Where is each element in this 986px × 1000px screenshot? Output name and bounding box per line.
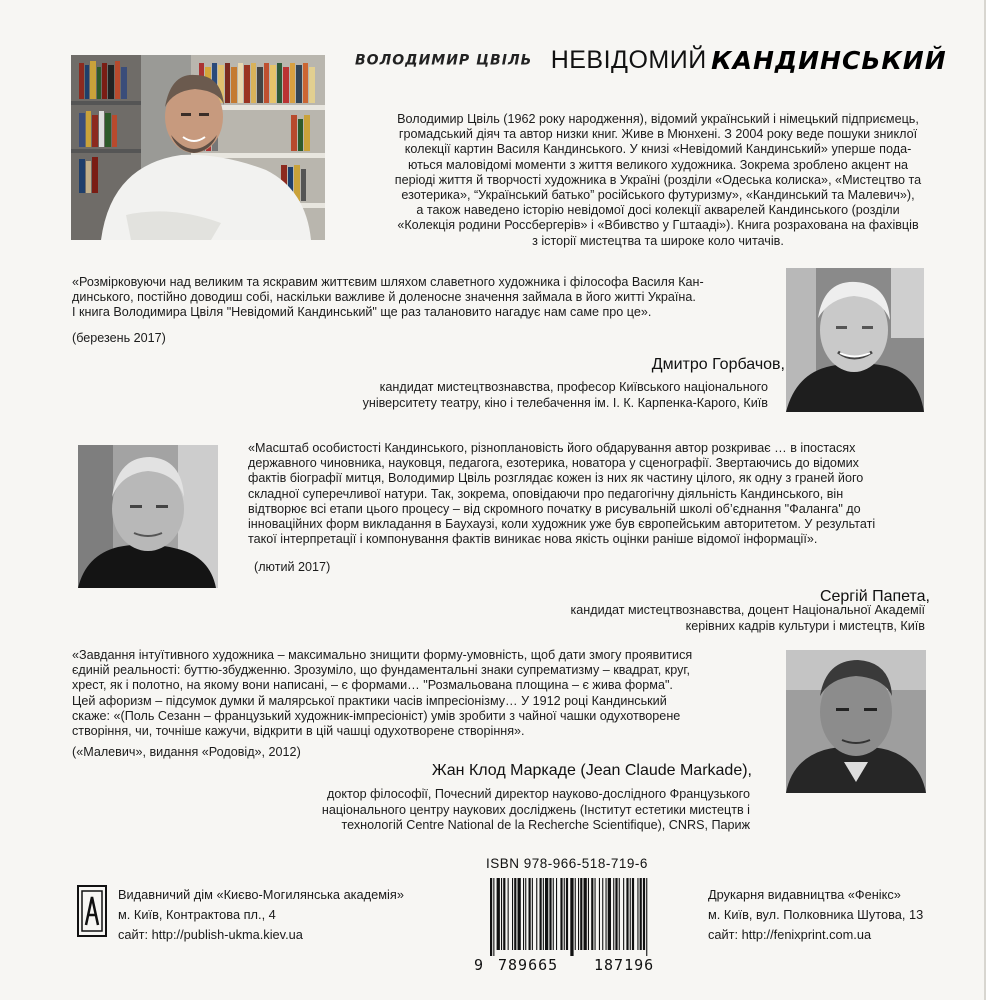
- publisher-site[interactable]: сайт: http://publish-ukma.kiev.ua: [118, 927, 303, 942]
- barcode-digit-first: 9: [474, 956, 484, 974]
- barcode-bar: [591, 878, 593, 950]
- barcode-bar: [497, 878, 500, 950]
- barcode-bar: [523, 878, 524, 950]
- barcode-bar: [613, 878, 614, 950]
- barcode-bar: [626, 878, 628, 950]
- barcode-bar: [640, 878, 642, 950]
- barcode-bar: [553, 878, 554, 950]
- barcode-bar: [525, 878, 526, 950]
- review1-author-name: Дмитро Горбачов,: [651, 356, 785, 373]
- barcode-bar: [508, 878, 509, 950]
- barcode-bar: [560, 878, 562, 950]
- review1-author-desc: [300, 380, 768, 411]
- review2-author-desc: [460, 603, 925, 634]
- publisher-name: Видавничий дім «Києво-Могилянська академія»: [118, 887, 404, 902]
- quote-line: Цей афоризм – підсумок думки й малярської практики часів імпресіонізму… У 1912 році Кандинський: [72, 693, 667, 708]
- barcode-bar: [578, 878, 579, 950]
- barcode-bar: [564, 878, 565, 950]
- publisher-info: [118, 885, 404, 945]
- bio-line: езотерика», “Український батько” російського футуризму», «Кандинський та Малевич»),: [401, 188, 915, 203]
- review2-quote: [248, 441, 968, 547]
- barcode-bar: [570, 878, 573, 956]
- reviewer2-photo: [78, 445, 218, 588]
- barcode-digits-left: 789665: [498, 956, 559, 974]
- barcode-bar: [630, 878, 631, 950]
- review1-date: (березень 2017): [72, 331, 166, 345]
- barcode-bar: [643, 878, 645, 950]
- publisher-logo: [77, 885, 107, 937]
- barcode-bar: [490, 878, 492, 956]
- barcode-bar: [501, 878, 502, 950]
- barcode-bar: [545, 878, 548, 950]
- barcode-bar: [632, 878, 634, 950]
- isbn: ISBN 978-966-518-719-6: [486, 856, 648, 871]
- quote-line: єдиній реальності: буттю-збудженню. Зрозуміло, що фундаментальні знаки супрематизму – квадрат, круг,: [72, 663, 690, 678]
- review3-quote: [72, 648, 787, 739]
- bio-line: періоді життя й творчості художника в Україні (розділи «Одеська колиска», «Мистецтво та: [394, 172, 922, 187]
- barcode-bar: [575, 878, 576, 950]
- printer-address: м. Київ, вул. Полковника Шутова, 13: [708, 907, 924, 922]
- author-photo: [71, 55, 325, 240]
- printer-site[interactable]: сайт: http://fenixprint.com.ua: [708, 927, 872, 942]
- barcode-bar: [566, 878, 568, 950]
- bio-line: Володимир Цвіль (1962 року народження), відомий український і німецький підприємець,: [397, 112, 919, 126]
- quote-line: «Масштаб особистості Кандинського, різноплановість його обдарування автор розкриває … в іпостасях: [248, 441, 856, 455]
- reviewer3-photo: [786, 650, 926, 793]
- quote-line: такої інтерпретації і компонування фактів виникає нова якість оцінки раніше відомої інформації».: [248, 532, 818, 547]
- quote-line: фактів біографії митця, Володимир Цвіль розглядає кожен із них як частину цілого, як одну з граней його: [248, 471, 864, 486]
- desc-line: університету театру, кіно і телебачення ім. І. К. Карпенка-Карого, Київ: [362, 395, 768, 410]
- printer-info: [708, 885, 923, 945]
- barcode-bar: [595, 878, 596, 950]
- book-title-part1: НЕВІДОМИЙ: [550, 46, 707, 74]
- desc-line: доктор філософії, Почесний директор науково-дослідного Французького: [326, 787, 750, 801]
- barcode-bar: [615, 878, 617, 950]
- barcode-bar: [599, 878, 600, 950]
- reviewer1-photo: [786, 268, 924, 412]
- quote-line: динського, постійно доводиш собі, наскільки важливе й доленосне значення займала в його житті Україна.: [72, 290, 696, 305]
- barcode-bar: [584, 878, 587, 950]
- quote-line: складної суперечливої натури. Так, зокрема, оповідаючи про педагогічну діяльність Кандинського, він: [248, 486, 844, 501]
- quote-line: «Завдання інтуїтивного художника – максимально знищити форму-умовність, щоб дати змогу проявитися: [72, 648, 693, 662]
- review2-author-name: Сергій Папета,: [819, 588, 930, 605]
- review3-date: («Малевич», видання «Родовід», 2012): [72, 745, 301, 759]
- desc-line: національного центру наукових досліджень (Інститут естетики мистецтв і: [321, 802, 750, 817]
- barcode-bar: [602, 878, 603, 950]
- bio-line: «Колекція родини Россбергерів» і «Вбивство у Гштааді»). Книга розрахована на фахівців: [397, 218, 919, 233]
- quote-line: хрест, як і полотно, на якому вони написані, – є формами… "Розмальована площина – є жива форма".: [72, 678, 673, 693]
- publisher-address: м. Київ, Контрактова пл., 4: [118, 907, 276, 922]
- review3-author-desc: [250, 787, 750, 834]
- quote-line: відтворює всі етапи цього процесу – від скромного початку в рисувальній школі об’єднання "Фаланга" до: [248, 501, 861, 516]
- author-name: ВОЛОДИМИР ЦВІЛЬ: [355, 52, 533, 69]
- quote-line: «Розмірковуючи над великим та яскравим життєвим шляхом славетного художника і філософа Василя Кан-: [72, 275, 704, 289]
- desc-line: кандидат мистецтвознавства, професор Київського національного: [379, 380, 768, 394]
- printer-name: Друкарня видавництва «Фенікс»: [708, 887, 901, 902]
- bio-line: з історії мистецтва та широке коло читачів.: [532, 233, 784, 248]
- barcode-bar: [543, 878, 544, 950]
- barcode-bar: [637, 878, 638, 950]
- bio-line: громадський діяч та автор низки книг. Живе в Мюнхені. З 2004 року веде пошуки зниклої: [398, 127, 918, 142]
- review3-author-name: Жан Клод Маркаде (Jean Claude Markade),: [431, 762, 752, 779]
- barcode-bar: [646, 878, 647, 956]
- quote-line: скаже: «(Поль Сезанн – французький художник-імпресіоніст) умів зробити з чайної чашки одухотворене: [72, 708, 681, 723]
- barcode-bar: [588, 878, 589, 950]
- desc-line: кандидат мистецтвознавства, доцент Національної Академії: [570, 603, 925, 617]
- barcode-bar: [493, 878, 494, 956]
- book-title-part2: КАНДИНСЬКИЙ: [711, 46, 947, 75]
- bio-line: ються маловідомі моменти з життя великого художника. Зокрема зроблено акцент на: [407, 157, 909, 172]
- bio-line: а також наведено історію невідомої досі колекції акварелей Кандинського (розділи: [416, 203, 900, 218]
- quote-line: державного чиновника, науковця, педагога, езотерика, новатора у сценографії. Звертаючись до відомих: [248, 456, 859, 471]
- barcode-bar: [619, 878, 620, 950]
- barcode-bar: [580, 878, 582, 950]
- quote-line: І книга Володимира Цвіля "Невідомий Кандинський" ще раз талановито нагадує нам саме про це».: [72, 305, 652, 320]
- bio-line: колекції картин Василя Кандинського. У книзі «Невідомий Кандинський» уперше пода-: [404, 142, 912, 157]
- barcode-bar: [606, 878, 607, 950]
- barcode-digits-right: 187196: [594, 956, 655, 974]
- barcode-bar: [514, 878, 516, 950]
- barcode-bar: [536, 878, 537, 950]
- review2-date: (лютий 2017): [254, 560, 331, 574]
- review1-quote: [72, 275, 782, 321]
- barcode-bar: [529, 878, 531, 950]
- barcode-bar: [608, 878, 611, 950]
- author-bio: [345, 112, 971, 249]
- desc-line: технологій Centre National de la Recherche Scientifique), CNRS, Париж: [341, 818, 750, 832]
- barcode-bar: [512, 878, 513, 950]
- quote-line: створіння, чи, точніше кажучи, відкрити в цій чашці одухотворене створіння».: [72, 724, 525, 739]
- cover-header: [355, 46, 955, 78]
- barcode-bar: [532, 878, 533, 950]
- barcode-bar: [549, 878, 551, 950]
- barcode-bar: [623, 878, 624, 950]
- barcode-bar: [518, 878, 521, 950]
- barcode-bar: [540, 878, 542, 950]
- barcode-bar: [556, 878, 557, 950]
- desc-line: керівних кадрів культури і мистецтв, Київ: [685, 618, 925, 633]
- quote-line: інноваційних форм викладання в Баухаузі, коли художник уже був європейським авторитетом. У результаті: [248, 517, 876, 532]
- barcode-bar: [503, 878, 505, 950]
- barcode: [486, 878, 681, 956]
